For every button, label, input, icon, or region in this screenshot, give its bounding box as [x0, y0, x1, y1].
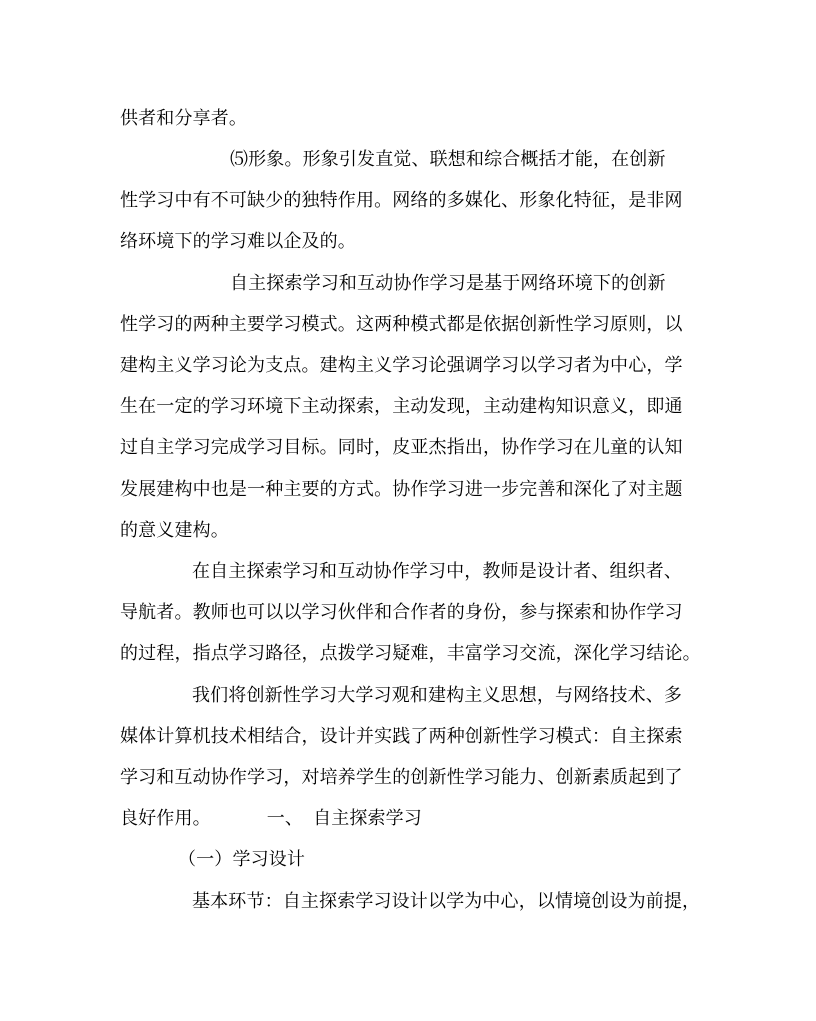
- text-line-2: ⑸形象。形象引发直觉、联想和综合概括才能，在创新: [230, 149, 666, 170]
- text-line-10: 发展建构中也是一种主要的方式。协作学习进一步完善和深化了对主题: [120, 479, 683, 500]
- text-line-9: 过自主学习完成学习目标。同时，皮亚杰指出，协作学习在儿童的认知: [120, 437, 683, 458]
- text-line-17: 学习和互动协作学习，对培养学生的创新性学习能力、创新素质起到了: [120, 767, 683, 788]
- text-line-12: 在自主探索学习和互动协作学习中，教师是设计者、组织者、: [192, 561, 683, 582]
- section-heading: 自主探索学习: [313, 808, 422, 829]
- text-line-14: 的过程，指点学习路径，点拨学习疑难，丰富学习交流，深化学习结论。: [120, 643, 701, 664]
- text-line-19: 基本环节：自主探索学习设计以学为中心，以情境创设为前提，: [192, 891, 701, 912]
- text-line-13: 导航者。教师也可以以学习伙伴和合作者的身份，参与探索和协作学习: [120, 602, 683, 623]
- subsection-heading: （一）学习设计: [178, 849, 306, 870]
- text-line-11: 的意义建构。: [120, 520, 229, 541]
- section-number: 一、: [266, 808, 304, 829]
- text-line-7: 建构主义学习论为支点。建构主义学习论强调学习以学习者为中心，学: [120, 355, 683, 376]
- text-line-3: 性学习中有不可缺少的独特作用。网络的多媒化、形象化特征，是非网: [120, 190, 683, 211]
- text-line-4: 络环境下的学习难以企及的。: [120, 231, 356, 252]
- text-line-16: 媒体计算机技术相结合，设计并实践了两种创新性学习模式：自主探索: [120, 726, 683, 747]
- text-line-6: 性学习的两种主要学习模式。这两种模式都是依据创新性学习原则，以: [120, 314, 683, 335]
- text-line-1: 供者和分享者。: [120, 108, 248, 129]
- text-line-18: [120, 807, 422, 831]
- text-line-15: 我们将创新性学习大学习观和建构主义思想，与网络技术、多: [192, 685, 683, 706]
- text-line-8: 生在一定的学习环境下主动探索，主动发现，主动建构知识意义，即通: [120, 396, 683, 417]
- closing-text: 良好作用。: [120, 808, 211, 829]
- text-line-5: 自主探索学习和互动协作学习是基于网络环境下的创新: [230, 273, 666, 294]
